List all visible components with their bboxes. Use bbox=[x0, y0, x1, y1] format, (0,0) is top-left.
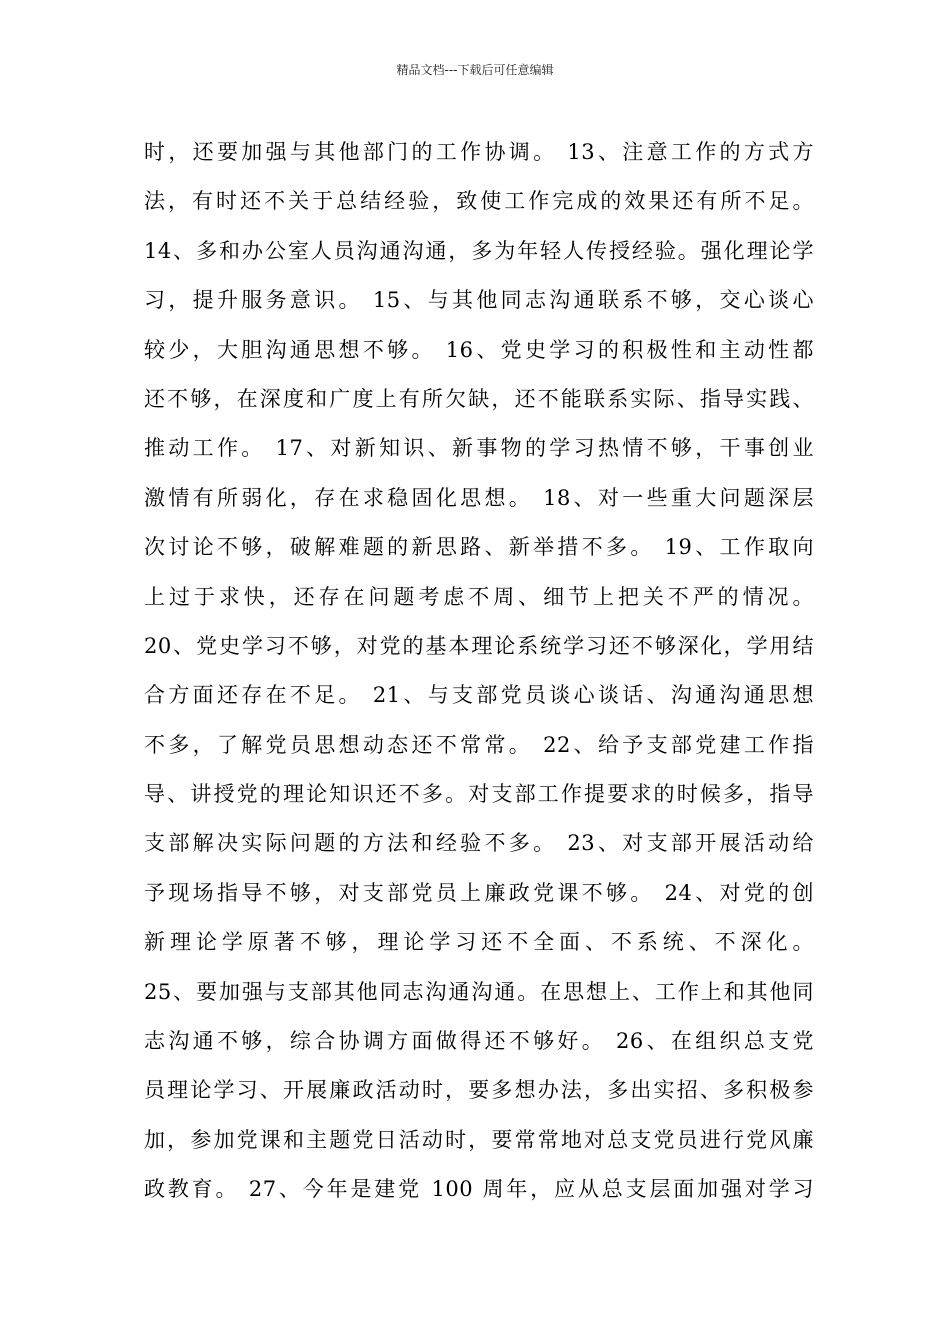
document-body bbox=[144, 128, 814, 1215]
body-line: 上过于求快，还存在问题考虑不周、细节上把关不严的情况。 bbox=[144, 584, 814, 609]
body-line: 合方面还存在不足。 21、与支部党员谈心谈话、沟通沟通思想 bbox=[144, 683, 814, 708]
body-line: 政教育。 27、今年是建党 100 周年，应从总支层面加强对学习 bbox=[144, 1177, 814, 1202]
body-line: 还不够，在深度和广度上有所欠缺，还不能联系实际、指导实践、 bbox=[144, 386, 814, 411]
body-line: 时，还要加强与其他部门的工作协调。 13、注意工作的方式方 bbox=[144, 140, 814, 164]
body-line: 次讨论不够，破解难题的新思路、新举措不多。 19、工作取向 bbox=[144, 535, 814, 560]
body-line: 较少，大胆沟通思想不够。 16、党史学习的积极性和主动性都 bbox=[144, 337, 814, 362]
body-line: 习，提升服务意识。 15、与其他同志沟通联系不够，交心谈心 bbox=[144, 288, 814, 313]
body-line: 予现场指导不够，对支部党员上廉政党课不够。 24、对党的创 bbox=[144, 880, 814, 905]
body-line: 支部解决实际问题的方法和经验不多。 23、对支部开展活动给 bbox=[144, 831, 814, 856]
body-line: 不多，了解党员思想动态还不常常。 22、给予支部党建工作指 bbox=[144, 732, 814, 757]
page-header: 精品文档---下载后可任意编辑 bbox=[396, 63, 554, 77]
body-line: 14、多和办公室人员沟通沟通，多为年轻人传授经验。强化理论学 bbox=[144, 238, 814, 263]
body-line: 推动工作。 17、对新知识、新事物的学习热情不够，干事创业 bbox=[144, 436, 814, 461]
body-line: 法，有时还不关于总结经验，致使工作完成的效果还有所不足。 bbox=[144, 189, 814, 214]
body-line: 20、党史学习不够，对党的基本理论系统学习还不够深化，学用结 bbox=[144, 633, 814, 658]
body-line: 员理论学习、开展廉政活动时，要多想办法，多出实招、多积极参 bbox=[144, 1078, 814, 1103]
body-line: 加，参加党课和主题党日活动时，要常常地对总支党员进行党风廉 bbox=[144, 1127, 814, 1152]
body-line: 导、讲授党的理论知识还不多。对支部工作提要求的时候多，指导 bbox=[144, 782, 814, 807]
body-line: 激情有所弱化，存在求稳固化思想。 18、对一些重大问题深层 bbox=[144, 485, 814, 510]
body-line: 25、要加强与支部其他同志沟通沟通。在思想上、工作上和其他同 bbox=[144, 979, 814, 1004]
body-line: 志沟通不够，综合协调方面做得还不够好。 26、在组织总支党 bbox=[144, 1029, 814, 1054]
body-line: 新理论学原著不够，理论学习还不全面、不系统、不深化。 bbox=[144, 930, 814, 955]
